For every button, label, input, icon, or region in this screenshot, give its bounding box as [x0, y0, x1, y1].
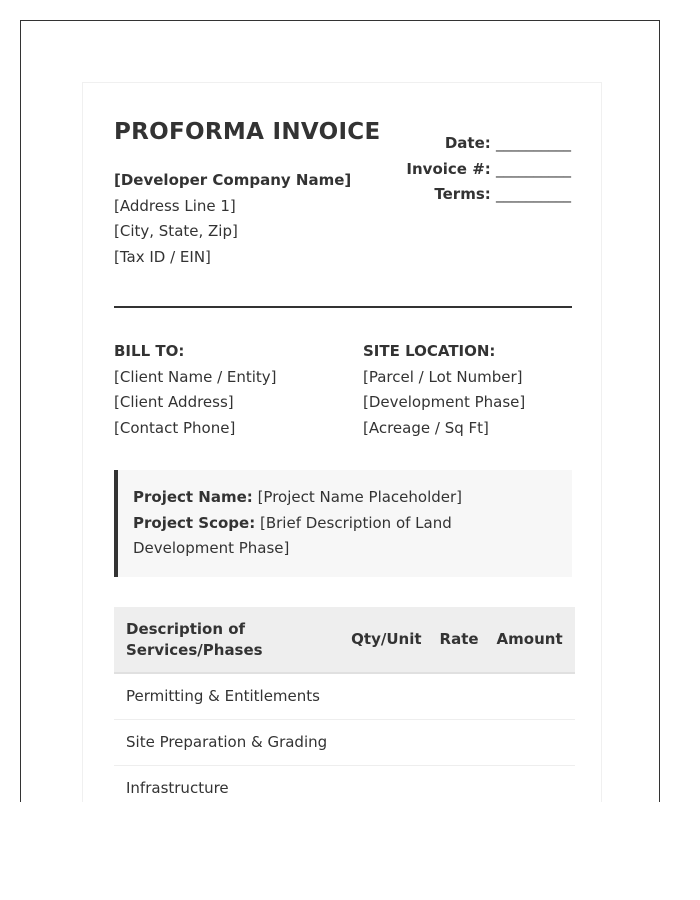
company-info	[114, 168, 351, 270]
table-row	[114, 719, 575, 765]
bill-to-section	[114, 339, 277, 441]
client-name: [Client Name / Entity]	[114, 367, 277, 386]
project-name-line	[133, 485, 552, 511]
row-description: Permitting & Entitlements	[114, 673, 339, 719]
project-details	[114, 470, 572, 577]
row-qty	[339, 765, 427, 802]
invoice-number-label: Invoice #:	[406, 159, 491, 178]
header-qty: Qty/Unit	[339, 607, 427, 673]
row-qty	[339, 719, 427, 765]
project-name-value: [Project Name Placeholder]	[257, 488, 463, 506]
invoice-meta	[406, 131, 571, 208]
row-amount	[485, 673, 575, 719]
row-rate	[428, 719, 485, 765]
site-location-heading: SITE LOCATION:	[363, 342, 496, 360]
parcel-number: [Parcel / Lot Number]	[363, 367, 523, 386]
table-row	[114, 673, 575, 719]
terms-field[interactable]: __________	[496, 185, 571, 203]
services-table	[114, 607, 575, 802]
company-city-state-zip: [City, State, Zip]	[114, 222, 238, 240]
row-description: Infrastructure	[114, 765, 339, 802]
client-phone: [Contact Phone]	[114, 418, 236, 437]
row-rate	[428, 765, 485, 802]
project-scope-value: [Brief Description of Land Development Phase]	[133, 513, 452, 557]
row-rate	[428, 673, 485, 719]
company-name: [Developer Company Name]	[114, 171, 352, 189]
invoice-title: PROFORMA INVOICE	[114, 119, 381, 145]
company-tax-id: [Tax ID / EIN]	[114, 247, 211, 266]
table-header-row	[114, 607, 575, 673]
invoice-number-row	[406, 157, 571, 183]
client-address: [Client Address]	[114, 393, 234, 411]
date-label: Date:	[444, 134, 491, 152]
company-address-line1: [Address Line 1]	[114, 196, 236, 215]
site-location-section	[363, 339, 525, 441]
row-amount	[485, 719, 575, 765]
header-description: Description of Services/Phases	[114, 607, 339, 673]
table-row	[114, 765, 575, 802]
terms-label: Terms:	[434, 185, 491, 203]
project-scope-label: Project Scope:	[133, 513, 256, 532]
date-field[interactable]: __________	[496, 134, 571, 152]
terms-row	[406, 182, 571, 208]
header-rate: Rate	[428, 607, 485, 673]
invoice-card	[82, 82, 602, 802]
acreage: [Acreage / Sq Ft]	[363, 418, 489, 437]
development-phase: [Development Phase]	[363, 393, 526, 411]
project-name-label: Project Name:	[133, 488, 253, 506]
row-amount	[485, 765, 575, 802]
row-qty	[339, 673, 427, 719]
bill-to-heading: BILL TO:	[114, 342, 185, 360]
header-divider	[114, 306, 572, 308]
header-amount: Amount	[485, 607, 575, 673]
row-description: Site Preparation & Grading	[114, 719, 339, 765]
project-scope-line	[133, 511, 552, 562]
document-page	[20, 20, 660, 802]
invoice-number-field[interactable]: __________	[496, 159, 571, 178]
date-row	[406, 131, 571, 157]
